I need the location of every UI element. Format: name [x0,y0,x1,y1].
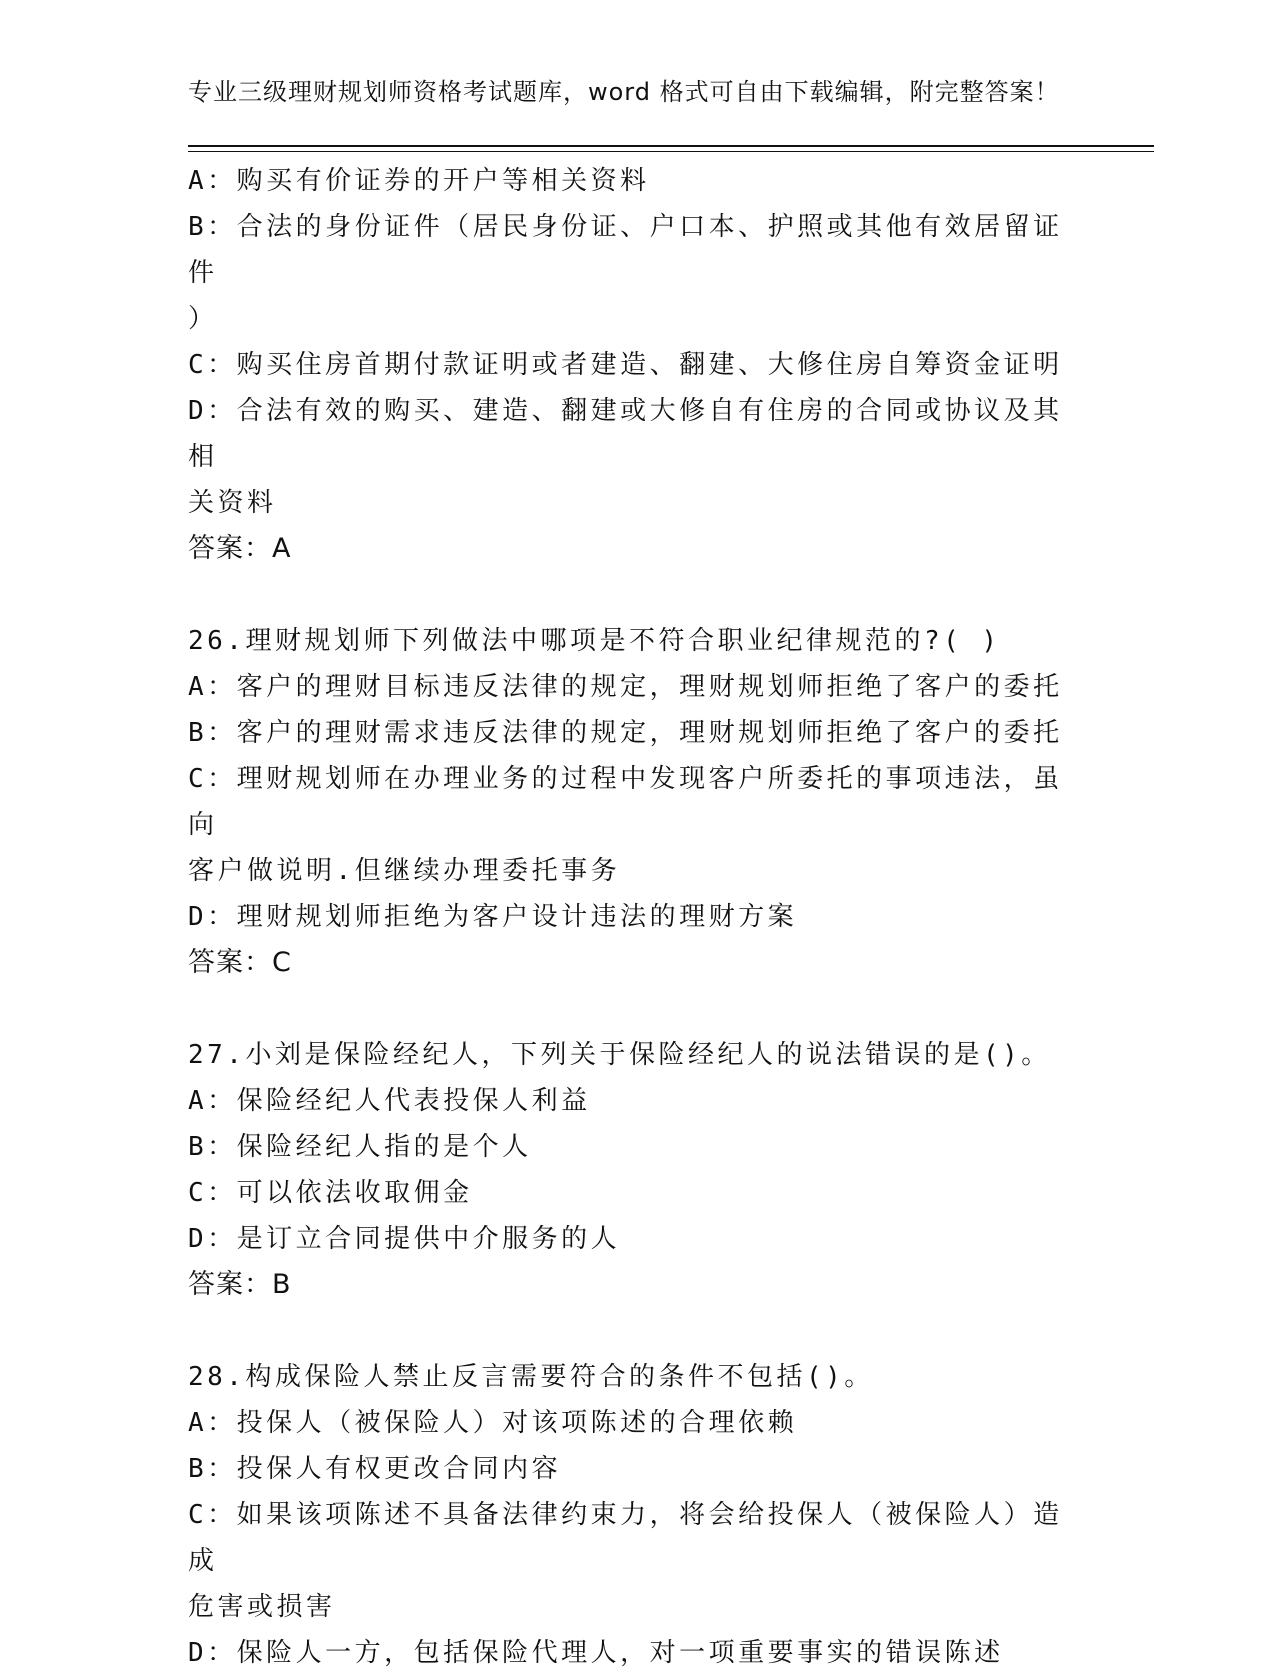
question-27 [188,1032,1088,1308]
option-a: A：投保人（被保险人）对该项陈述的合理依赖 [188,1408,798,1438]
document-header: 专业三级理财规划师资格考试题库，word 格式可自由下载编辑，附完整答案！ [188,78,1060,106]
option-d: D：合法有效的购买、建造、翻建或大修自有住房的合同或协议及其相 [188,396,1063,472]
option-b: B：保险经纪人指的是个人 [188,1132,532,1162]
option-b: B：合法的身份证件（居民身份证、户口本、护照或其他有效居留证件 [188,212,1063,288]
option-d: D：理财规划师拒绝为客户设计违法的理财方案 [188,902,798,932]
option-c-continued: 客户做说明.但继续办理委托事务 [188,856,621,886]
answer-text: 答案：A [188,533,292,564]
spacer [188,572,1088,618]
answer-text: 答案：B [188,1269,292,1300]
option-d: D：保险人一方，包括保险代理人，对一项重要事实的错误陈述 [188,1638,1004,1668]
spacer [188,986,1088,1032]
option-c: C：购买住房首期付款证明或者建造、翻建、大修住房自筹资金证明 [188,350,1063,380]
option-a: A：保险经纪人代表投保人利益 [188,1086,591,1116]
option-c: C：理财规划师在办理业务的过程中发现客户所委托的事项违法，虽向 [188,764,1063,840]
question-stem: 27.小刘是保险经纪人，下列关于保险经纪人的说法错误的是()。 [188,1040,1051,1070]
option-d: D：是订立合同提供中介服务的人 [188,1224,621,1254]
question-26 [188,618,1088,986]
previous-question [188,158,1088,572]
option-c: C：可以依法收取佣金 [188,1178,473,1208]
document-body [188,158,1088,1676]
option-c: C：如果该项陈述不具备法律约束力，将会给投保人（被保险人）造成 [188,1500,1063,1576]
question-stem: 26.理财规划师下列做法中哪项是不符合职业纪律规范的?( ) [188,626,1001,656]
option-b-continued: ） [188,304,218,334]
spacer [188,1308,1088,1354]
option-b: B：投保人有权更改合同内容 [188,1454,562,1484]
question-28 [188,1354,1088,1676]
option-d-continued: 关资料 [188,488,277,518]
option-a: A：客户的理财目标违反法律的规定，理财规划师拒绝了客户的委托 [188,672,1063,702]
header-divider [188,145,1154,152]
option-b: B：客户的理财需求违反法律的规定，理财规划师拒绝了客户的委托 [188,718,1063,748]
answer-text: 答案：C [188,947,292,978]
option-a: A：购买有价证券的开户等相关资料 [188,166,650,196]
question-stem: 28.构成保险人禁止反言需要符合的条件不包括()。 [188,1362,874,1392]
option-c-continued: 危害或损害 [188,1592,336,1622]
